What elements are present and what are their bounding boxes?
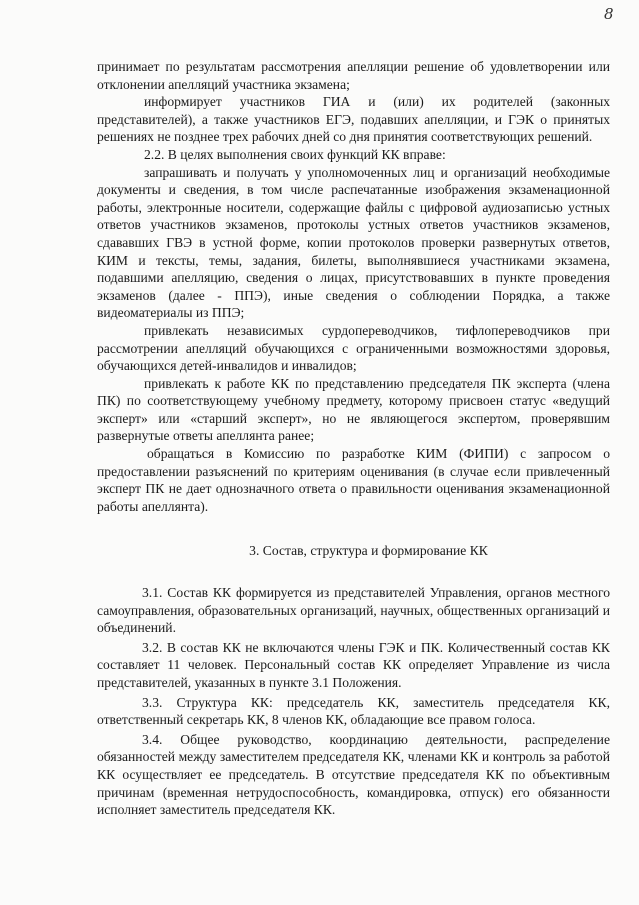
paragraph: 3.3. Структура КК: председатель КК, заместитель председателя КК, ответственный секретарь КК, 8 членов КК, обладающие все правом голоса. xyxy=(97,694,610,728)
paragraph: привлекать независимых сурдопереводчиков, тифлопереводчиков при рассмотрении апелляций обучающихся с ограниченными возможностями здоровья, обучающихся детей-инвалидов и инвалидов; xyxy=(97,322,610,374)
document-body xyxy=(97,58,610,819)
paragraph: запрашивать и получать у уполномоченных лиц и организаций необходимые документы и сведения, в том числе распечатанные изображения экзаменационной работы, электронные носители, содержащие файлы с цифровой аудиозаписью устных ответов участников экзаменов, протоколы устных ответов участников экзаменов, сдававших ГВЭ в устной форме, копии протоколов проверки развернутых ответов, КИМ и тексты, темы, задания, билеты, выполнявшиеся участниками экзамена, подавшими апелляцию, сведения о лицах, присутствовавших в пункте проведения экзаменов (далее - ППЭ), иные сведения о соблюдении Порядка, а также видеоматериалы из ППЭ; xyxy=(97,164,610,321)
paragraph: информирует участников ГИА и (или) их родителей (законных представителей), а также участников ЕГЭ, подавших апелляции, и ГЭК о принятых решениях не позднее трех рабочих дней со дня принятия соответствующих решений. xyxy=(97,94,610,145)
page-number: 8 xyxy=(604,5,614,23)
paragraph: 2.2. В целях выполнения своих функций КК вправе: xyxy=(144,146,446,162)
paragraph: обращаться в Комиссию по разработке КИМ (ФИПИ) с запросом о предоставлении разъяснений по критериям оценивания (в случае если привлеченный эксперт ПК не дает однозначного ответа о правильности оценивания экзаменационной работы апеллянта). xyxy=(97,446,610,514)
paragraph: 3.4. Общее руководство, координацию деятельности, распределение обязанностей между заместителем председателя КК, членами КК и контроль за работой КК осуществляет ее председатель. В отсутствие председателя КК по объективным причинам (временная нетрудоспособность, командировка, отпуск) его обязанности исполняет заместитель председателя КК. xyxy=(97,731,610,818)
paragraph: привлекать к работе КК по представлению председателя ПК эксперта (члена ПК) по соответствующему учебному предмету, которому присвоен статус «ведущий эксперт» или «старший эксперт», но не являющегося экспертом, проверявшим развернутые ответы апеллянта ранее; xyxy=(97,375,610,444)
section-title: 3. Состав, структура и формирование КК xyxy=(249,543,488,559)
paragraph: принимает по результатам рассмотрения апелляции решение об удовлетворении или отклонении апелляций участника экзамена; xyxy=(97,59,610,92)
paragraph: 3.1. Состав КК формируется из представителей Управления, органов местного самоуправления, образовательных организаций, научных, общественных организаций и объединений. xyxy=(97,585,610,636)
paragraph: 3.2. В состав КК не включаются члены ГЭК и ПК. Количественный состав КК составляет 11 человек. Персональный состав КК определяет Управление из числа представителей, указанных в пункте 3.1 Положения. xyxy=(97,639,610,690)
